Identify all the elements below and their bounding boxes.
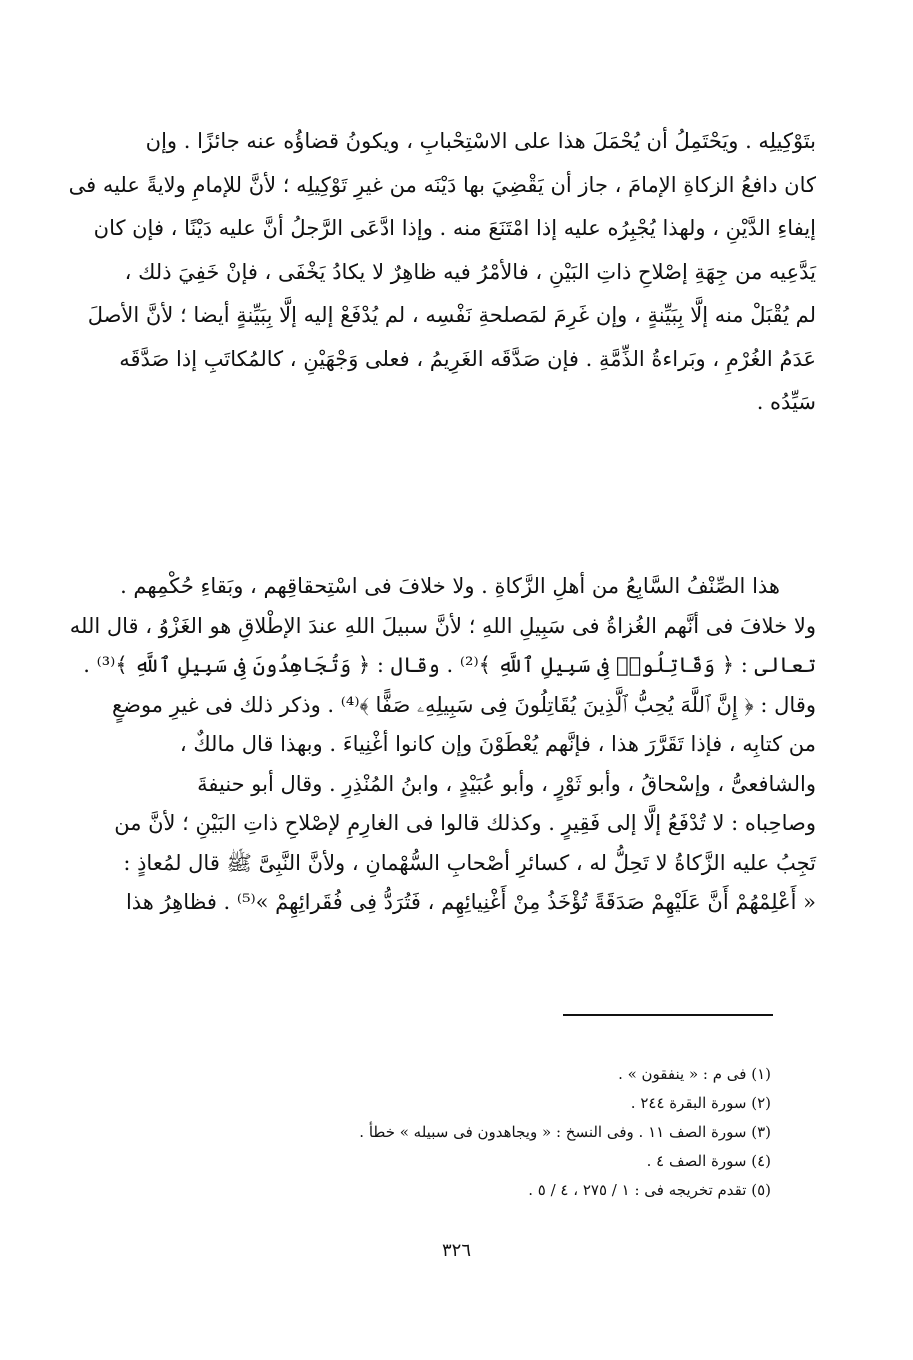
footnote: (٣) سورة الصف ١١ . وفى النسخ : « ويجاهدون فى سبيله » خطأ .	[359, 1123, 771, 1141]
text-line: بتَوْكِيلِه . ويَحْتَمِلُ أن يُحْمَلَ هذا على الاسْتِحْبابِ ، ويكونُ قضاؤُه عنه جائزًا . وإن	[145, 129, 816, 153]
text-line: كان دافعُ الزكاةِ الإمامَ ، جاز أن يَقْضِيَ بها دَيْنَه من غيرِ تَوْكِيلِه ؛ لأنَّ للإمامِ ولايةً عليه فى	[68, 172, 816, 197]
text-line: وقال : ﴿ إِنَّ ٱللَّهَ يُحِبُّ ٱلَّذِينَ يُقَاتِلُونَ فِى سَبِيلِهِۦ صَفًّا ﴾⁽⁴⁾ . وذكر ذلك فى غيرِ موضعٍ	[111, 692, 816, 717]
text-line: ولا خلافَ فى أنَّهم الغُزاةُ فى سَبِيلِ اللهِ ؛ لأنَّ سبيلَ اللهِ عندَ الإطْلاقِ هو الغَزْوُ ، قال الله	[69, 613, 816, 638]
footnote-divider	[563, 1014, 773, 1016]
text-line: سَيِّدُه .	[756, 390, 816, 414]
text-line: لم يُقْبَلْ منه إلَّا بِبَيِّنةٍ ، وإن غَرِمَ لمَصلحةِ نَفْسِه ، لم يُدْفَعْ إليه إلَّا بِبَيِّنةٍ أيضا ؛ لأنَّ الأصلَ	[87, 303, 816, 327]
text-line: هذا الصِّنْفُ السَّابِعُ من أهلِ الزَّكاةِ . ولا خلافَ فى اسْتِحقاقِهم ، وبَقاءِ حُكْمِهم .	[120, 574, 780, 598]
footnote: (١) فى م : « ينفقون » .	[618, 1065, 771, 1083]
text-line: من كتابِه ، فإذا تَقَرَّرَ هذا ، فإنَّهم يُعْطَوْنَ وإن كانوا أغْنِياءَ . وبهذا قال مالكٌ ،	[179, 732, 816, 756]
text-line: « أَعْلِمْهُمْ أَنَّ عَلَيْهِمْ صَدَقَةً تُؤْخَذُ مِنْ أَغْنِيائِهِم ، فَتُرَدُّ فِى فُقَرائِهِمْ »⁽⁵⁾ . فظاهِرُ هذا	[125, 890, 816, 914]
text-line: عَدَمُ الغُرْمِ ، وبَراءةُ الذِّمَّةِ . فإن صَدَّقَه الغَرِيمُ ، فعلى وَجْهَيْنِ ، كالمُكاتَبِ إذا صَدَّقَه	[119, 346, 816, 371]
footnote: (٢) سورة البقرة ٢٤٤ .	[630, 1094, 771, 1112]
paragraph-continuation	[68, 120, 816, 425]
footnotes	[211, 1060, 771, 1205]
text-line: تَجِبُ عليه الزَّكاةُ لا تَحِلُّ له ، كسائرِ أصْحابِ السُّهْمانِ ، ولأنَّ النَّبِىَّ ﷺ قال لمُعاذٍ :	[123, 850, 816, 875]
text-line: والشافعىُّ ، وإسْحاقُ ، وأبو ثَوْرٍ ، وأبو عُبَيْدٍ ، وابنُ المُنْذِرِ . وقال أبو حنيفةَ	[197, 771, 816, 796]
text-line: وصاحِباه : لا تُدْفَعُ إلَّا إلى فَقِيرٍ . وكذلك قالوا فى الغارِمِ لإصْلاحِ ذاتِ البَيْنِ ؛ لأنَّ من	[114, 811, 816, 835]
paragraph-main	[69, 567, 816, 923]
text-line: إيفاءِ الدَّيْنِ ، ولهذا يُجْبِرُه عليه إذا امْتَنَعَ منه . وإذا ادَّعَى الرَّجلُ أنَّ عليه دَيْنًا ، فإن كان	[93, 216, 816, 240]
footnote: (٥) تقدم تخريجه فى : ١ / ٢٧٥ ، ٤ / ٥ .	[528, 1181, 771, 1199]
footnote: (٤) سورة الصف ٤ .	[646, 1152, 771, 1170]
text-line: يَدَّعِيه من جِهَةِ إصْلاحِ ذاتِ البَيْنِ ، فالأمْرُ فيه ظاهِرٌ لا يكادُ يَخْفَى ، فإنْ خَفِيَ ذلك ،	[124, 259, 816, 284]
text-line: تعالى : ﴿ وَقَاتِلُوا۟ فِى سَبِيلِ ٱللَّهِ ﴾⁽²⁾ . وقال : ﴿ وَتُجَاهِدُونَ فِى سَبِيلِ ٱللَّهِ ﴾⁽³⁾ .	[83, 653, 816, 677]
page-number: ٣٢٦	[441, 1240, 471, 1261]
